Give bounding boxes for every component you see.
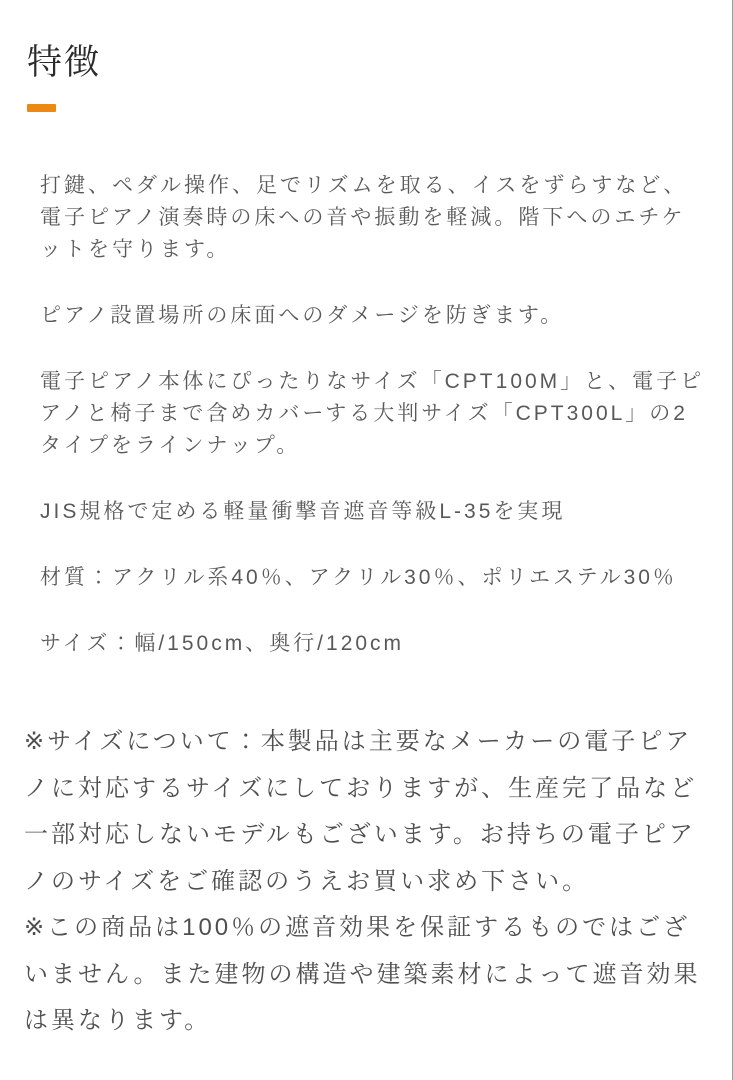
feature-paragraph: ピアノ設置場所の床面へのダメージを防ぎます。: [40, 304, 565, 327]
disclaimer-notes: [24, 719, 714, 1045]
feature-list: [40, 170, 708, 660]
feature-paragraph: 材質：アクリル系40％、アクリル30％、ポリエステル30％: [40, 566, 677, 589]
title-accent-bar: [27, 104, 56, 112]
note-paragraph: ※サイズについて：本製品は主要なメーカーの電子ピアノに対応するサイズにしておりますが、生産完了品など一部対応しないモデルもございます。お持ちの電子ピアノのサイズをご確認のうえお買い求め下さい。: [24, 728, 698, 895]
page-title: 特徴: [27, 43, 102, 82]
feature-paragraph: 打鍵、ペダル操作、足でリズムを取る、イスをずらすなど、電子ピアノ演奏時の床への音や振動を軽減。階下へのエチケットを守ります。: [40, 174, 688, 261]
feature-paragraph: JIS規格で定める軽量衝撃音遮音等級L-35を実現: [40, 500, 566, 523]
feature-paragraph: サイズ：幅/150cm、奥行/120cm: [40, 632, 405, 655]
feature-paragraph: 電子ピアノ本体にぴったりなサイズ「CPT100M」と、電子ピアノと椅子まで含めカバーする大判サイズ「CPT300L」の2タイプをラインナップ。: [40, 370, 705, 457]
note-paragraph: ※この商品は100％の遮音効果を保証するものではございません。また建物の構造や建築素材によって遮音効果は異なります。: [24, 914, 701, 1034]
